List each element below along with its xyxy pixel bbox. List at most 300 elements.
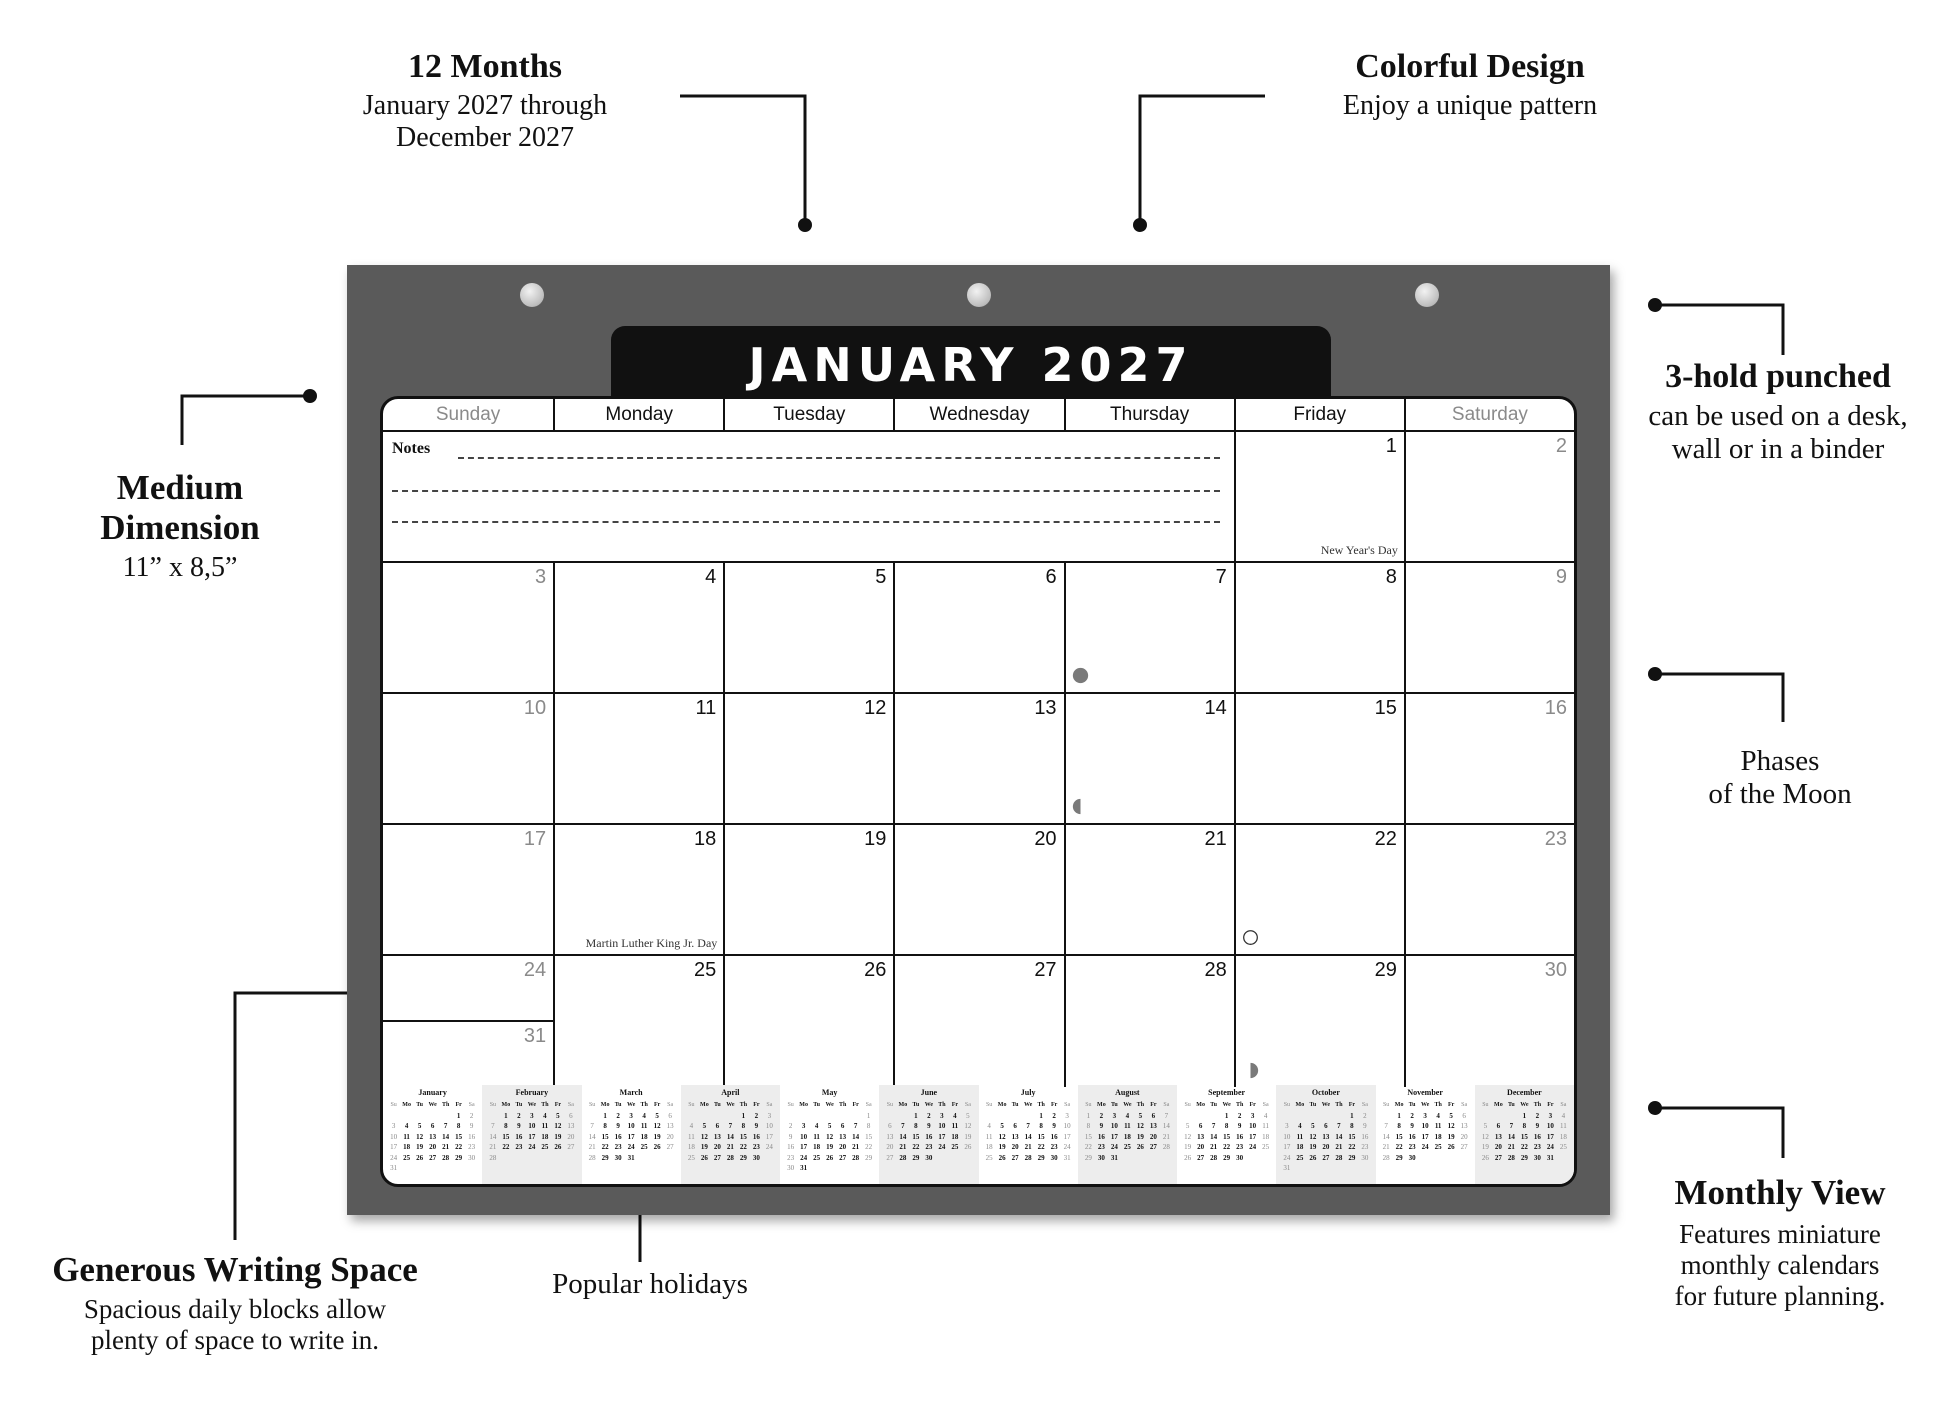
mini-weekday: Tu: [1210, 1102, 1218, 1108]
mini-weekday: Fr: [554, 1102, 562, 1108]
mini-day: 12: [554, 1122, 562, 1130]
mini-day: 17: [1249, 1132, 1257, 1141]
mini-day: 28: [1507, 1153, 1515, 1162]
mini-calendar-march: [582, 1085, 681, 1184]
mini-calendar-week: [1177, 1142, 1276, 1153]
mini-day: 20: [886, 1143, 894, 1151]
mini-day: 6: [840, 1122, 845, 1130]
mini-calendar-october: [1276, 1085, 1375, 1184]
mini-weekday: Su: [588, 1102, 596, 1108]
mini-day: 14: [1382, 1132, 1390, 1141]
callout-monthly-title: Monthly View: [1674, 1173, 1886, 1212]
mini-day: 27: [886, 1153, 894, 1162]
weekday-header: [383, 399, 1574, 430]
mini-day: 24: [938, 1143, 946, 1151]
mini-calendar-weekdays: [1177, 1100, 1276, 1111]
mini-day: 20: [1197, 1143, 1205, 1151]
mini-day: 31: [390, 1164, 398, 1172]
mini-day: 29: [1037, 1153, 1045, 1162]
mini-day: 2: [517, 1111, 521, 1120]
mini-day: [823, 1163, 836, 1174]
mini-day: 23: [925, 1143, 933, 1151]
mini-day: 23: [515, 1143, 523, 1151]
day-cell-5[interactable]: [723, 563, 893, 694]
callout-punched: [1610, 358, 1946, 466]
mini-day: 22: [1348, 1143, 1356, 1151]
mini-weekday: We: [1023, 1102, 1033, 1108]
mini-weekday: Fr: [1249, 1102, 1256, 1108]
mini-calendar-week: [1475, 1111, 1574, 1122]
mini-day: 23: [1050, 1143, 1058, 1151]
callout-dimension: [60, 468, 300, 584]
mini-weekday: Th: [1434, 1102, 1442, 1108]
calendar-board: [347, 265, 1610, 1215]
mini-day: 14: [899, 1132, 907, 1141]
day-number: 3: [535, 566, 547, 588]
day-cell-15[interactable]: [1234, 694, 1404, 825]
day-cell-19[interactable]: [723, 825, 893, 956]
mini-day: 23: [1361, 1143, 1369, 1151]
mini-day: [836, 1111, 849, 1122]
mini-calendar-week: [1376, 1121, 1475, 1132]
mini-day: 16: [468, 1132, 476, 1141]
mini-day: 25: [1123, 1143, 1131, 1151]
mini-day: 15: [502, 1132, 510, 1141]
mini-day: 16: [515, 1132, 523, 1141]
mini-calendar-week: [879, 1142, 978, 1153]
mini-weekday: Tu: [1011, 1102, 1019, 1108]
mini-day: 17: [1421, 1132, 1429, 1141]
day-cell-18[interactable]: [553, 825, 723, 956]
mini-calendar-weekdays: [383, 1100, 482, 1111]
mini-day: 26: [1309, 1153, 1317, 1162]
mini-day: 14: [1210, 1132, 1218, 1141]
mini-day: 29: [1348, 1153, 1356, 1162]
mini-day: 24: [390, 1153, 398, 1162]
day-number: 22: [1374, 828, 1397, 850]
day-cell-26[interactable]: [723, 956, 893, 1087]
mini-day: 5: [655, 1111, 659, 1120]
mini-day: 30: [468, 1153, 476, 1162]
mini-calendar-weekdays: [482, 1100, 581, 1111]
day-cell-14[interactable]: [1064, 694, 1234, 825]
mini-weekday: Su: [1283, 1102, 1291, 1108]
notes-line: [392, 490, 1220, 492]
mini-day: 4: [987, 1122, 991, 1130]
mini-calendar-week: [1078, 1142, 1177, 1153]
callout-punched-line1: can be used on a desk,: [1648, 400, 1908, 432]
mini-day: 24: [1546, 1143, 1554, 1151]
mini-day: 5: [966, 1111, 970, 1120]
mini-day: [1319, 1163, 1332, 1174]
day-number: 28: [1204, 959, 1227, 981]
mini-calendar-week: [1078, 1111, 1177, 1122]
mini-day: 24: [1249, 1143, 1257, 1151]
day-cell-9[interactable]: [1404, 563, 1574, 694]
calendar-sheet: [380, 396, 1577, 1187]
mini-day: 28: [442, 1153, 450, 1162]
mini-day: 2: [1052, 1111, 1056, 1120]
mini-day: 31: [1110, 1153, 1118, 1162]
day-cell-3[interactable]: [383, 563, 553, 694]
mini-day: [413, 1163, 426, 1174]
mini-calendar-weekdays: [582, 1100, 681, 1111]
mini-day: 12: [1136, 1122, 1144, 1130]
day-cell-11[interactable]: [553, 694, 723, 825]
punched-connector-dot: [1648, 298, 1662, 312]
mini-weekday: Th: [541, 1102, 549, 1108]
mini-weekday: Fr: [951, 1102, 959, 1108]
mini-day: 22: [1084, 1143, 1092, 1151]
mini-day: 16: [925, 1132, 933, 1141]
mini-day: 22: [1395, 1143, 1403, 1151]
callout-monthly-line1: Features miniature: [1679, 1219, 1881, 1249]
mini-day: [1380, 1111, 1393, 1122]
mini-calendar-week: [1177, 1132, 1276, 1143]
mini-day: 20: [567, 1132, 575, 1141]
mini-day: 14: [1335, 1132, 1343, 1141]
day-number: 10: [523, 697, 547, 719]
mini-day: 8: [1350, 1122, 1354, 1130]
mini-day: [1319, 1111, 1332, 1122]
mini-calendar-week: [582, 1142, 681, 1153]
mini-weekday: Fr: [753, 1102, 760, 1108]
notes-area[interactable]: [383, 432, 1234, 563]
mini-day: 12: [998, 1132, 1006, 1141]
mini-day: 11: [688, 1132, 695, 1141]
mini-day: 1: [456, 1111, 461, 1120]
mini-day: 13: [1494, 1132, 1502, 1141]
mini-day: [1280, 1111, 1293, 1122]
mini-day: 21: [1210, 1143, 1218, 1151]
day-cell-8[interactable]: [1234, 563, 1404, 694]
mini-day: [685, 1111, 698, 1122]
day-cell-21[interactable]: [1064, 825, 1234, 956]
mini-day: 18: [403, 1143, 411, 1151]
mini-day: 10: [1283, 1132, 1291, 1141]
mini-day: 15: [1520, 1132, 1528, 1141]
mini-day: 24: [1110, 1143, 1118, 1151]
mini-day: 10: [765, 1122, 773, 1130]
mini-day: 30: [1236, 1153, 1244, 1162]
mini-day: 22: [1520, 1143, 1528, 1151]
mini-day: 21: [1162, 1132, 1170, 1141]
mini-weekday: Tu: [1408, 1102, 1416, 1108]
mini-calendar-week: [482, 1121, 581, 1132]
weekday-sunday: Sunday: [435, 404, 501, 425]
moon-last-quarter-icon: [1242, 1062, 1259, 1079]
mini-calendar-week: [582, 1111, 681, 1122]
day-cell-27[interactable]: [893, 956, 1063, 1087]
mini-day: 18: [813, 1143, 821, 1151]
mini-day: 31: [1546, 1153, 1554, 1162]
mini-day: 28: [852, 1153, 860, 1162]
mini-weekday: Th: [1533, 1102, 1542, 1108]
mini-day: 25: [985, 1153, 993, 1162]
mini-day: 2: [754, 1111, 759, 1120]
mini-day: 4: [642, 1111, 646, 1120]
mini-day: [1246, 1153, 1259, 1164]
mini-day: [538, 1153, 551, 1164]
mini-calendar-week: [681, 1142, 780, 1153]
mini-day: 23: [787, 1153, 795, 1162]
punch-hole-left: [520, 283, 544, 307]
day-number: 19: [864, 828, 887, 850]
mini-weekday: Mo: [1494, 1102, 1503, 1108]
mini-day: 13: [1149, 1122, 1157, 1130]
mini-weekday: Th: [640, 1102, 648, 1108]
mini-calendar-week: [582, 1153, 681, 1164]
mini-day: 8: [603, 1122, 607, 1130]
mini-day: 9: [754, 1122, 759, 1130]
mini-day: 21: [442, 1143, 450, 1151]
mini-day: 8: [1522, 1122, 1527, 1130]
mini-day: 19: [1481, 1143, 1489, 1151]
mini-day: 24: [1421, 1143, 1429, 1151]
mini-calendar-week: [780, 1111, 879, 1122]
mini-day: 3: [1112, 1111, 1117, 1120]
day-cell-29[interactable]: [1234, 956, 1404, 1087]
mini-day: 6: [1496, 1122, 1501, 1130]
mini-day: 27: [713, 1153, 721, 1162]
mini-day: 3: [1250, 1111, 1255, 1120]
mini-day: 12: [416, 1132, 424, 1141]
mini-day: 19: [700, 1143, 708, 1151]
mini-calendar-week: [1475, 1132, 1574, 1143]
mini-day: 10: [938, 1122, 946, 1130]
mini-calendar-week: [1376, 1142, 1475, 1153]
weekday-tuesday: Tuesday: [723, 399, 893, 430]
callout-phases-line1: Phases: [1740, 745, 1820, 777]
mini-weekday: We: [1420, 1102, 1430, 1108]
mini-day: [961, 1153, 974, 1164]
mini-day: 27: [1494, 1153, 1502, 1162]
mini-day: 27: [1197, 1153, 1205, 1162]
mini-weekday: Sa: [468, 1102, 475, 1108]
mini-day: [1207, 1111, 1220, 1122]
day-cell-28[interactable]: [1064, 956, 1234, 1087]
mini-day: 5: [1138, 1111, 1143, 1120]
mini-weekday: Mo: [1097, 1102, 1106, 1108]
mini-day: [1479, 1111, 1492, 1122]
mini-day: 7: [491, 1122, 495, 1130]
mini-weekday: We: [1222, 1102, 1231, 1108]
mini-calendar-week: [482, 1132, 581, 1143]
day-number: 5: [875, 566, 887, 588]
mini-day: 17: [390, 1143, 398, 1151]
mini-day: [525, 1153, 538, 1164]
mini-weekday: Th: [739, 1102, 748, 1108]
mini-weekday: Mo: [898, 1102, 908, 1108]
mini-weekday: Th: [1235, 1102, 1244, 1108]
mini-calendars: [383, 1085, 1574, 1184]
mini-day: 10: [1249, 1122, 1257, 1130]
mini-calendar-april: [681, 1085, 780, 1184]
mini-day: 13: [1322, 1132, 1330, 1141]
mini-day: 30: [1097, 1153, 1105, 1162]
mini-day: 25: [813, 1153, 821, 1162]
mini-weekday: Tu: [713, 1102, 721, 1108]
mini-day: 9: [1099, 1122, 1104, 1130]
mini-day: 26: [1447, 1143, 1455, 1151]
mini-day: 12: [653, 1122, 661, 1130]
day-cell-20[interactable]: [893, 825, 1063, 956]
mini-calendar-week: [1276, 1163, 1375, 1174]
mini-day: 15: [1037, 1132, 1045, 1141]
mini-day: 21: [1024, 1143, 1032, 1151]
day-cell-17[interactable]: [383, 825, 553, 956]
mini-weekday: Fr: [455, 1102, 462, 1108]
day-cell-12[interactable]: [723, 694, 893, 825]
mini-day: 20: [666, 1132, 674, 1141]
callout-dimension-line2: Dimension: [100, 508, 260, 547]
mini-day: 25: [541, 1143, 549, 1151]
mini-day: [1306, 1111, 1319, 1122]
mini-day: 18: [1559, 1132, 1567, 1141]
mini-day: 16: [1097, 1132, 1105, 1141]
day-cell-4[interactable]: [553, 563, 723, 694]
weekday-wednesday: Wednesday: [893, 399, 1063, 430]
mini-day: 19: [826, 1143, 834, 1151]
mini-day: 28: [1024, 1153, 1032, 1162]
mini-weekday: Su: [787, 1102, 794, 1108]
mini-day: 7: [443, 1122, 448, 1130]
mini-weekday: We: [626, 1102, 636, 1108]
mini-day: 1: [741, 1111, 746, 1120]
day-cell-10[interactable]: [383, 694, 553, 825]
callout-punched-title: 3-hold punched: [1665, 358, 1891, 395]
day-grid: [383, 430, 1574, 1085]
mini-calendar-week: [780, 1163, 879, 1174]
mini-weekday: Sa: [1262, 1102, 1269, 1108]
mini-day: 8: [1086, 1122, 1091, 1130]
mini-day: [651, 1153, 664, 1164]
day-cell-23[interactable]: [1404, 825, 1574, 956]
mini-day: [763, 1153, 776, 1164]
notes-line: [458, 457, 1220, 459]
mini-day: 9: [788, 1132, 793, 1141]
mini-calendar-week: [979, 1121, 1078, 1132]
holiday-label: New Year's Day: [1320, 543, 1398, 557]
mini-calendar-week: [681, 1153, 780, 1164]
weekday-thursday: Thursday: [1064, 399, 1234, 430]
mini-day: 4: [1298, 1122, 1302, 1130]
mini-weekday: Mo: [997, 1102, 1007, 1108]
mini-day: 9: [927, 1122, 931, 1130]
mini-day: 14: [442, 1132, 450, 1141]
day-cell-13[interactable]: [893, 694, 1063, 825]
mini-weekday: Mo: [1196, 1102, 1205, 1108]
mini-day: 15: [865, 1132, 873, 1141]
mini-day: 6: [1151, 1111, 1156, 1120]
mini-day: 9: [1363, 1122, 1367, 1130]
mini-weekday: Th: [838, 1102, 847, 1108]
mini-weekday: Mo: [501, 1102, 511, 1108]
mini-day: 14: [489, 1132, 497, 1141]
mini-day: 20: [1460, 1132, 1468, 1141]
mini-weekday: Th: [938, 1102, 946, 1108]
mini-day: 23: [614, 1143, 622, 1151]
mini-day: [1557, 1153, 1570, 1164]
mini-calendar-week: [383, 1111, 482, 1122]
mini-calendar-week: [1475, 1121, 1574, 1132]
day-cell-2[interactable]: [1404, 432, 1574, 563]
mini-day: 1: [1224, 1111, 1229, 1120]
mini-day: 28: [1162, 1143, 1170, 1151]
mini-day: 5: [1449, 1111, 1453, 1120]
day-cell-6[interactable]: [893, 563, 1063, 694]
mini-day: 4: [953, 1111, 957, 1120]
mini-day: 3: [1548, 1111, 1553, 1120]
day-cell-7[interactable]: [1064, 563, 1234, 694]
mini-day: [784, 1111, 797, 1122]
mini-weekday: Su: [1482, 1102, 1489, 1108]
callout-months-line1: January 2027 through: [362, 90, 608, 121]
mini-weekday: Th: [1037, 1102, 1045, 1108]
mini-day: 2: [1237, 1111, 1242, 1120]
mini-weekday: We: [726, 1102, 735, 1108]
day-cell-16[interactable]: [1404, 694, 1574, 825]
mini-day: 4: [814, 1122, 819, 1130]
mini-day: 8: [504, 1122, 508, 1130]
mini-day: 20: [1149, 1132, 1157, 1141]
mini-calendar-week: [780, 1121, 879, 1132]
mini-day: [586, 1111, 599, 1122]
mini-day: 22: [502, 1143, 510, 1151]
mini-weekday: Mo: [600, 1102, 610, 1108]
mini-day: 24: [800, 1153, 808, 1162]
mini-calendar-january: [383, 1085, 482, 1184]
mini-weekday: Fr: [1348, 1102, 1356, 1108]
mini-weekday: We: [1321, 1102, 1331, 1108]
mini-day: 8: [1397, 1122, 1401, 1130]
mini-calendar-title: June: [920, 1088, 938, 1097]
callout-dimension-line1: Medium: [116, 468, 244, 507]
day-cell-30[interactable]: [1404, 956, 1574, 1087]
mini-day: 27: [1322, 1153, 1330, 1162]
mini-day: 29: [1395, 1153, 1403, 1162]
mini-weekday: Su: [985, 1102, 993, 1108]
mini-day: 12: [1481, 1132, 1489, 1141]
mini-day: 13: [886, 1132, 894, 1141]
callout-phases: [1650, 745, 1910, 811]
mini-day: 20: [429, 1143, 437, 1151]
day-cell-24[interactable]: [383, 956, 553, 1087]
mini-day: [1432, 1153, 1445, 1164]
mini-day: 14: [1024, 1132, 1032, 1141]
mini-day: 24: [1063, 1143, 1071, 1151]
mini-day: [551, 1153, 564, 1164]
mini-day: 24: [765, 1143, 773, 1151]
mini-day: 30: [1408, 1153, 1416, 1162]
mini-weekday: Sa: [766, 1102, 773, 1108]
mini-day: [1306, 1163, 1319, 1174]
day-cell-22[interactable]: [1234, 825, 1404, 956]
weekday-monday: Monday: [553, 399, 723, 430]
mini-day: 21: [489, 1143, 497, 1151]
mini-day: 24: [1283, 1153, 1291, 1162]
mini-day: 3: [629, 1111, 633, 1120]
mini-calendar-weekdays: [1376, 1100, 1475, 1111]
day-cell-25[interactable]: [553, 956, 723, 1087]
mini-day: 31: [1283, 1164, 1291, 1172]
mini-day: 1: [504, 1111, 508, 1120]
mini-day: 17: [528, 1132, 536, 1141]
mini-day: 9: [1535, 1122, 1540, 1130]
mini-day: [1332, 1111, 1345, 1122]
mini-day: 18: [1296, 1143, 1304, 1151]
day-cell-1[interactable]: [1234, 432, 1404, 563]
